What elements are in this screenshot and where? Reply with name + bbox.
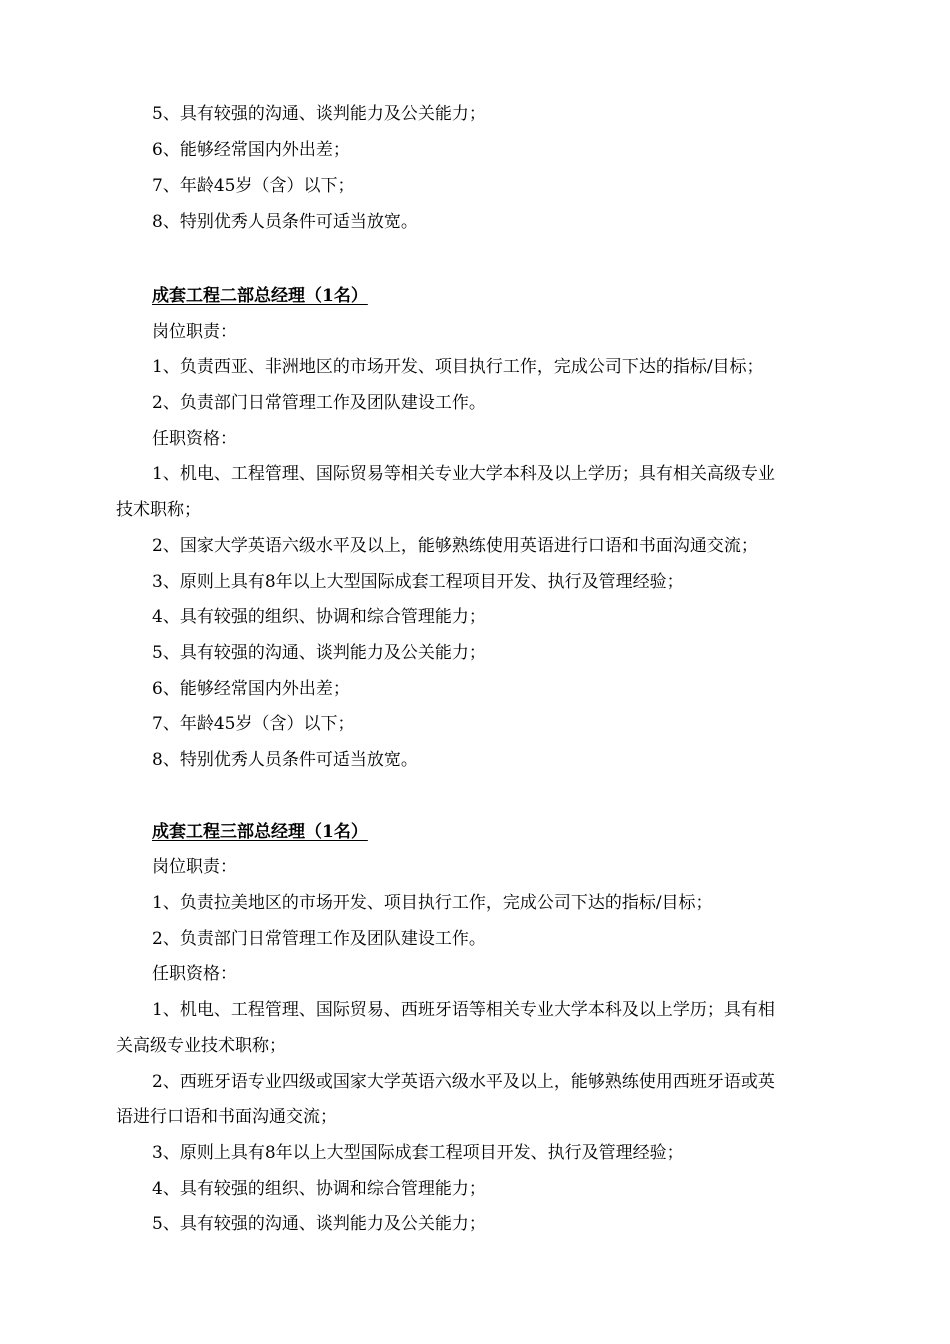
duty-item: 1、负责拉美地区的市场开发、项目执行工作，完成公司下达的指标/目标； xyxy=(152,893,713,913)
qualification-item: 5、具有较强的沟通、谈判能力及公关能力； xyxy=(152,643,486,663)
qualification-item: 2、西班牙语专业四级或国家大学英语六级水平及以上，能够熟练使用西班牙语或英 xyxy=(152,1072,775,1092)
duties-label: 岗位职责： xyxy=(152,857,237,877)
requirement-item: 5、具有较强的沟通、谈判能力及公关能力； xyxy=(152,104,486,124)
section-title: 成套工程二部总经理（1名） xyxy=(152,286,368,306)
section-title: 成套工程三部总经理（1名） xyxy=(152,822,368,842)
requirement-item: 6、能够经常国内外出差； xyxy=(152,140,350,160)
qualification-item: 5、具有较强的沟通、谈判能力及公关能力； xyxy=(152,1214,486,1234)
requirement-item: 7、年龄45岁（含）以下； xyxy=(152,176,355,196)
duty-item: 1、负责西亚、非洲地区的市场开发、项目执行工作，完成公司下达的指标/目标； xyxy=(152,357,764,377)
duties-label: 岗位职责： xyxy=(152,322,237,342)
qualification-item: 2、国家大学英语六级水平及以上，能够熟练使用英语进行口语和书面沟通交流； xyxy=(152,536,758,556)
qualification-item-continued: 关高级专业技术职称； xyxy=(116,1036,286,1056)
duty-item: 2、负责部门日常管理工作及团队建设工作。 xyxy=(152,929,486,949)
qualification-item: 8、特别优秀人员条件可适当放宽。 xyxy=(152,750,418,770)
qualification-item: 3、原则上具有8年以上大型国际成套工程项目开发、执行及管理经验； xyxy=(152,572,684,592)
qualification-item: 4、具有较强的组织、协调和综合管理能力； xyxy=(152,607,486,627)
duty-item: 2、负责部门日常管理工作及团队建设工作。 xyxy=(152,393,486,413)
qualifications-label: 任职资格： xyxy=(152,964,237,984)
qualification-item: 1、机电、工程管理、国际贸易等相关专业大学本科及以上学历；具有相关高级专业 xyxy=(152,464,775,484)
qualification-item: 6、能够经常国内外出差； xyxy=(152,679,350,699)
qualification-item-continued: 语进行口语和书面沟通交流； xyxy=(116,1107,337,1127)
qualification-item: 7、年龄45岁（含）以下； xyxy=(152,714,355,734)
qualification-item: 3、原则上具有8年以上大型国际成套工程项目开发、执行及管理经验； xyxy=(152,1143,684,1163)
qualification-item-continued: 技术职称； xyxy=(116,500,201,520)
requirement-item: 8、特别优秀人员条件可适当放宽。 xyxy=(152,212,418,232)
qualification-item: 4、具有较强的组织、协调和综合管理能力； xyxy=(152,1179,486,1199)
qualification-item: 1、机电、工程管理、国际贸易、西班牙语等相关专业大学本科及以上学历；具有相 xyxy=(152,1000,775,1020)
qualifications-label: 任职资格： xyxy=(152,429,237,449)
